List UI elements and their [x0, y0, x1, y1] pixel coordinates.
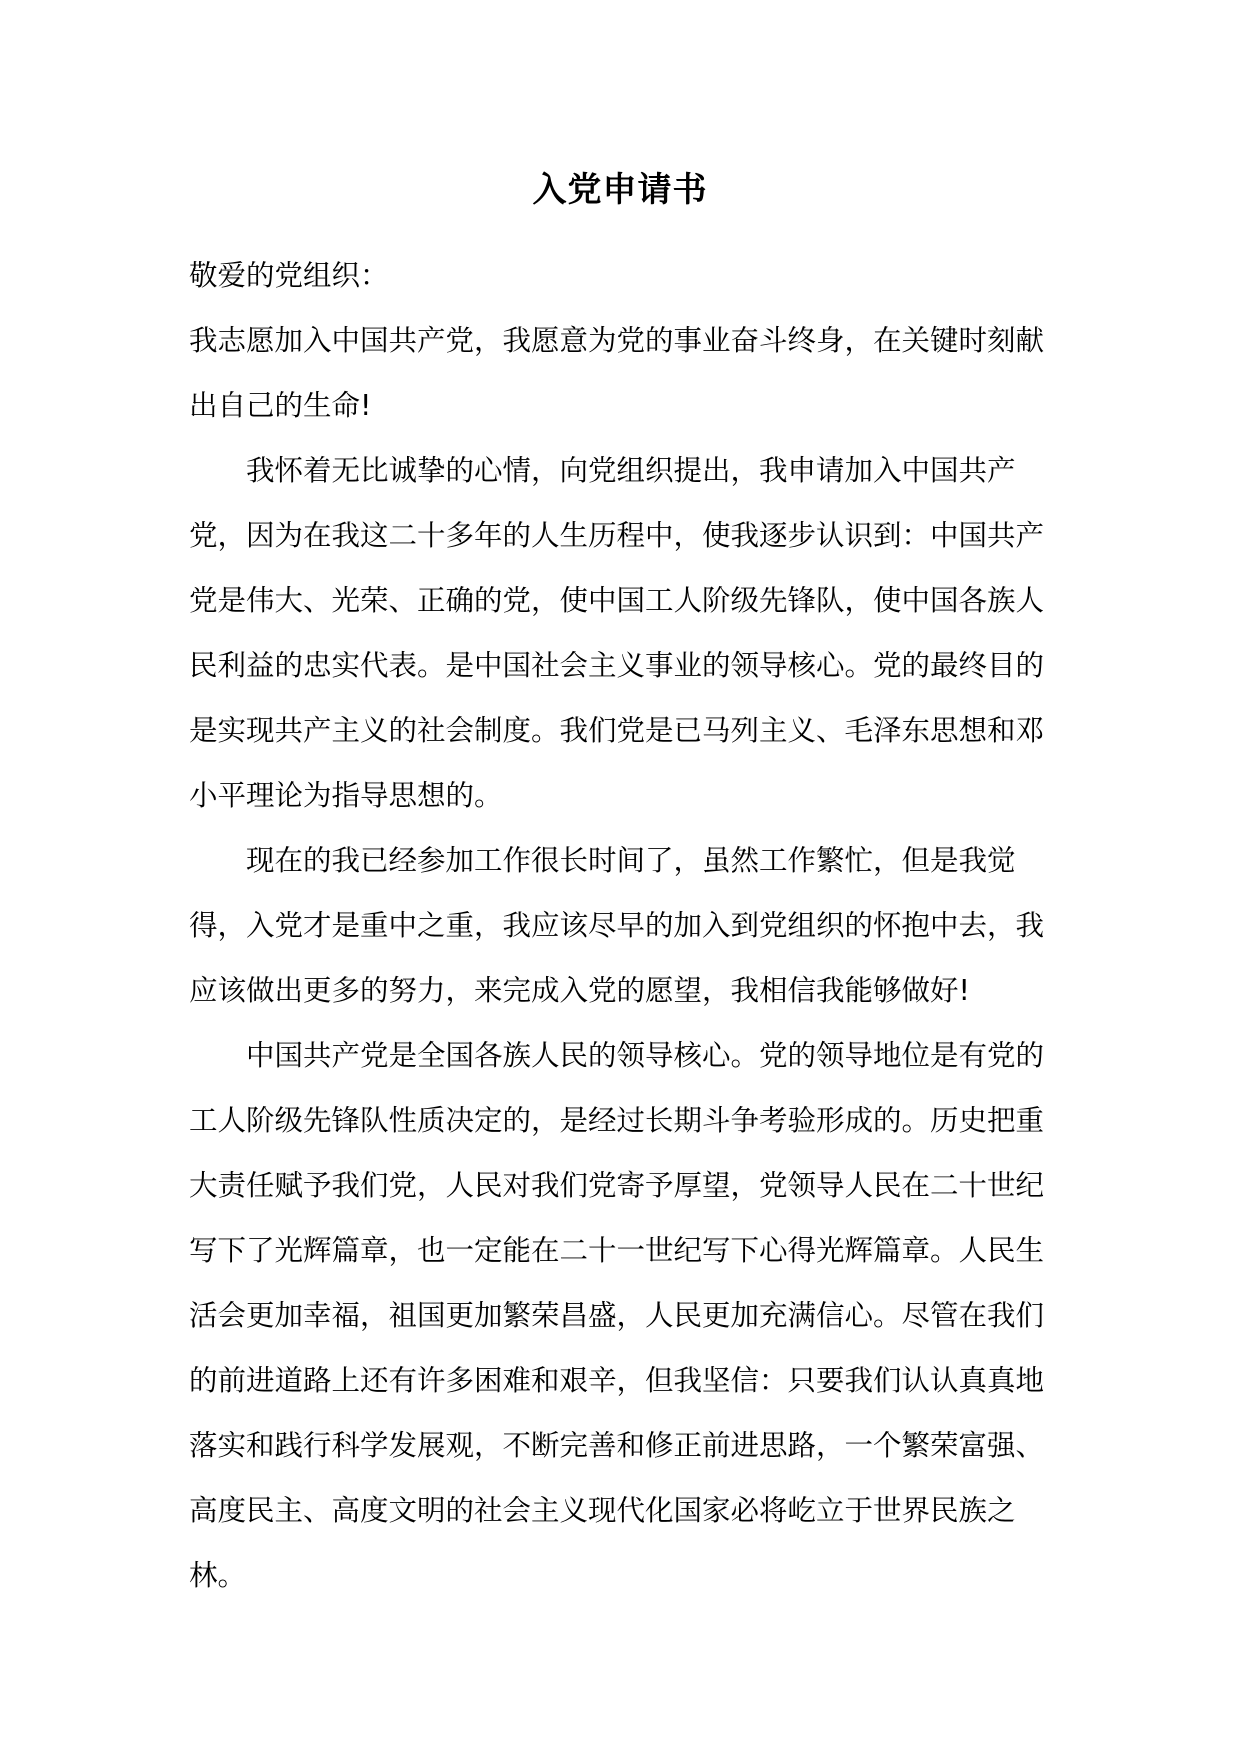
salutation: 敬爱的党组织：	[189, 259, 389, 292]
paragraph-1: 我志愿加入中国共产党，我愿意为党的事业奋斗终身，在关键时刻献出自己的生命!	[189, 324, 1045, 422]
paragraph-2: 我怀着无比诚挚的心情，向党组织提出，我申请加入中国共产党，因为在我这二十多年的人生历程中，使我逐步认识到：中国共产党是伟大、光荣、正确的党，使中国工人阶级先锋队，使中国各族人民利益的忠实代表。是中国社会主义事业的领导核心。党的最终目的是实现共产主义的社会制度。我们党是已马列主义、毛泽东思想和邓小平理论为指导思想的。	[189, 454, 1045, 812]
paragraph-3: 现在的我已经参加工作很长时间了，虽然工作繁忙，但是我觉得，入党才是重中之重，我应该尽早的加入到党组织的怀抱中去，我应该做出更多的努力，来完成入党的愿望，我相信我能够做好!	[189, 844, 1045, 1007]
paragraph-4: 中国共产党是全国各族人民的领导核心。党的领导地位是有党的工人阶级先锋队性质决定的，是经过长期斗争考验形成的。历史把重大责任赋予我们党，人民对我们党寄予厚望，党领导人民在二十世纪写下了光辉篇章，也一定能在二十一世纪写下心得光辉篇章。人民生活会更加幸福，祖国更加繁荣昌盛，人民更加充满信心。尽管在我们的前进道路上还有许多困难和艰辛，但我坚信：只要我们认认真真地落实和践行科学发展观，不断完善和修正前进思路，一个繁荣富强、高度民主、高度文明的社会主义现代化国家必将屹立于世界民族之林。	[189, 1039, 1045, 1592]
document-title: 入党申请书	[532, 170, 708, 210]
document-body	[189, 243, 1059, 1608]
